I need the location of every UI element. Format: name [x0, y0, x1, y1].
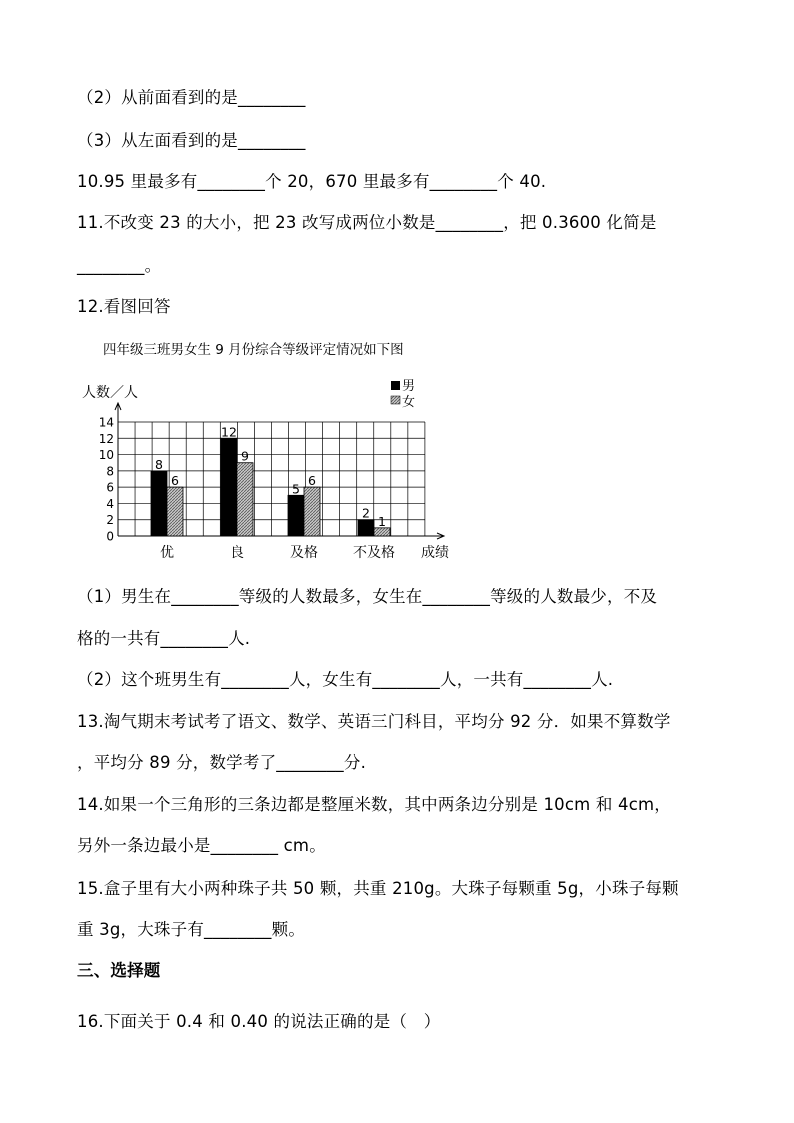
- y-tick-label: 14: [98, 415, 114, 430]
- bar-male: [221, 438, 237, 536]
- bar-data-label: 6: [308, 473, 316, 489]
- y-tick-label: 4: [106, 496, 114, 511]
- legend-swatch-female: [391, 396, 400, 404]
- y-tick-label: 12: [98, 431, 114, 446]
- legend-swatch-male: [391, 381, 400, 390]
- question-12-part-1-continued: 格的一共有________人.: [77, 629, 251, 648]
- x-tick-label: 及格: [290, 545, 318, 561]
- legend-label-female: 女: [402, 395, 416, 410]
- question-14: 14.如果一个三角形的三条边都是整厘米数，其中两条边分别是 10cm 和 4cm，: [77, 795, 671, 814]
- bar-female: [237, 463, 253, 536]
- bar-female: [304, 487, 320, 536]
- question-13: 13.淘气期末考试考了语文、数学、英语三门科目，平均分 92 分．如果不算数学: [77, 712, 671, 731]
- bar-data-label: 1: [378, 513, 386, 529]
- question-12-part-2: （2）这个班男生有________人，女生有________人，一共有________人.: [77, 670, 614, 689]
- x-tick-label: 不及格: [353, 545, 395, 561]
- question-11-continued: ________。: [77, 256, 162, 275]
- question-12-part-1: （1）男生在________等级的人数最多，女生在________等级的人数最少，不及: [77, 587, 658, 606]
- y-tick-label: 6: [106, 480, 114, 495]
- question-11: 11.不改变 23 的大小，把 23 改写成两位小数是________，把 0.3600 化简是: [77, 213, 657, 232]
- question-13-continued: ，平均分 89 分，数学考了________分.: [77, 753, 367, 772]
- section-heading-choice: 三、选择题: [77, 961, 161, 980]
- chart-title: 四年级三班男女生 9 月份综合等级评定情况如下图: [103, 342, 404, 358]
- bar-female: [374, 528, 390, 536]
- bar-data-label: 5: [292, 481, 300, 497]
- bar-data-label: 9: [241, 448, 249, 464]
- bar-data-label: 12: [221, 424, 237, 440]
- y-tick-label: 2: [106, 513, 114, 528]
- legend-label-male: 男: [402, 379, 416, 394]
- question-14-continued: 另外一条边最小是________ cm。: [77, 836, 326, 855]
- question-10: 10.95 里最多有________个 20，670 里最多有________个 40.: [77, 172, 547, 191]
- bar-female: [167, 487, 183, 536]
- y-tick-label: 8: [106, 464, 114, 479]
- y-axis-label: 人数／人: [82, 385, 138, 401]
- question-12: 12.看图回答: [77, 297, 171, 316]
- y-tick-label: 10: [98, 448, 114, 463]
- bar-data-label: 2: [362, 505, 370, 521]
- x-tick-label: 良: [230, 545, 244, 561]
- bar-data-label: 8: [155, 456, 163, 472]
- bar-male: [151, 471, 167, 536]
- question-10-part-3: （3）从左面看到的是________: [77, 131, 306, 150]
- question-15: 15.盒子里有大小两种珠子共 50 颗，共重 210g。大珠子每颗重 5g，小珠子每颗: [77, 879, 679, 898]
- bar-male: [288, 495, 304, 536]
- bar-data-label: 6: [171, 473, 179, 489]
- x-tick-label: 优: [160, 545, 174, 561]
- x-axis-label: 成绩: [421, 545, 449, 561]
- bar-chart: [70, 372, 470, 567]
- question-10-part-2: （2）从前面看到的是________: [77, 88, 306, 107]
- y-tick-label: 0: [106, 529, 114, 544]
- question-15-continued: 重 3g，大珠子有________颗。: [77, 920, 306, 939]
- question-16: 16.下面关于 0.4 和 0.40 的说法正确的是（ ）: [77, 1012, 441, 1031]
- bar-male: [358, 520, 374, 536]
